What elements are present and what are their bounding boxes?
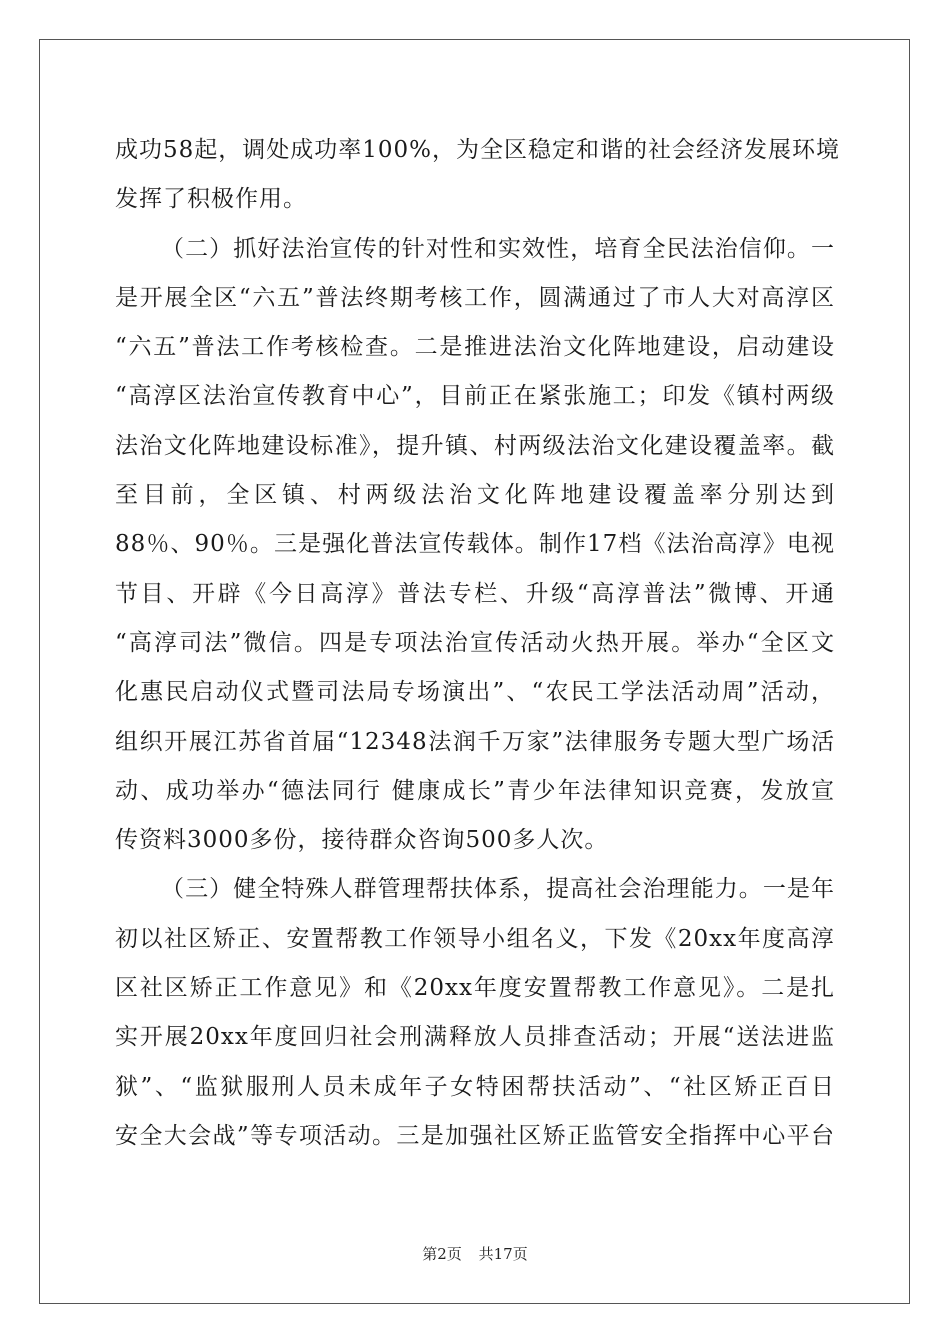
- text-line: “高淳司法”微信。四是专项法治宣传活动火热开展。举办“全区文: [115, 629, 835, 656]
- text-line: 区社区矫正工作意见》和《20xx年度安置帮教工作意见》。二是扎: [115, 975, 835, 1002]
- text-line: 是开展全区“六五”普法终期考核工作，圆满通过了市人大对高淳区: [115, 284, 835, 311]
- document-body: [115, 126, 841, 1161]
- text-line: 至目前，全区镇、村两级法治文化阵地建设覆盖率分别达到: [115, 482, 835, 509]
- text-line: （二）抓好法治宣传的针对性和实效性，培育全民法治信仰。一: [161, 235, 835, 262]
- text-line: 88％、90％。三是强化普法宣传载体。制作17档《法治高淳》电视: [115, 531, 835, 558]
- text-line: 狱”、“监狱服刑人员未成年子女特困帮扶活动”、“社区矫正百日: [115, 1073, 835, 1100]
- text-line: 化惠民启动仪式暨司法局专场演出”、“农民工学法活动周”活动，: [115, 679, 835, 706]
- page-number: 第2页: [422, 1245, 462, 1263]
- text-line: 动、成功举办“德法同行 健康成长”青少年法律知识竞赛，发放宣: [115, 777, 835, 804]
- text-line: 传资料3000多份，接待群众咨询500多人次。: [115, 827, 609, 854]
- page-total: 共17页: [478, 1245, 528, 1263]
- text-line: 初以社区矫正、安置帮教工作领导小组名义，下发《20xx年度高淳: [115, 925, 835, 952]
- text-line: “高淳区法治宣传教育中心”，目前正在紧张施工；印发《镇村两级: [115, 383, 835, 410]
- text-line: 法治文化阵地建设标准》，提升镇、村两级法治文化建设覆盖率。截: [115, 432, 835, 459]
- text-line: “六五”普法工作考核检查。二是推进法治文化阵地建设，启动建设: [115, 334, 835, 361]
- text-line: 节目、开辟《今日高淳》普法专栏、升级“高淳普法”微博、开通: [115, 580, 835, 607]
- text-line: 组织开展江苏省首届“12348法润千万家”法律服务专题大型广场活: [115, 728, 835, 755]
- text-line: 实开展20xx年度回归社会刑满释放人员排查活动；开展“送法进监: [115, 1024, 835, 1051]
- text-line: 成功58起，调处成功率100%，为全区稳定和谐的社会经济发展环境: [115, 137, 841, 163]
- text-line: 发挥了积极作用。: [115, 186, 307, 213]
- text-line: （三）健全特殊人群管理帮扶体系，提高社会治理能力。一是年: [161, 876, 835, 903]
- page-footer: [0, 1244, 950, 1264]
- text-line: 安全大会战”等专项活动。三是加强社区矫正监管安全指挥中心平台: [115, 1122, 835, 1149]
